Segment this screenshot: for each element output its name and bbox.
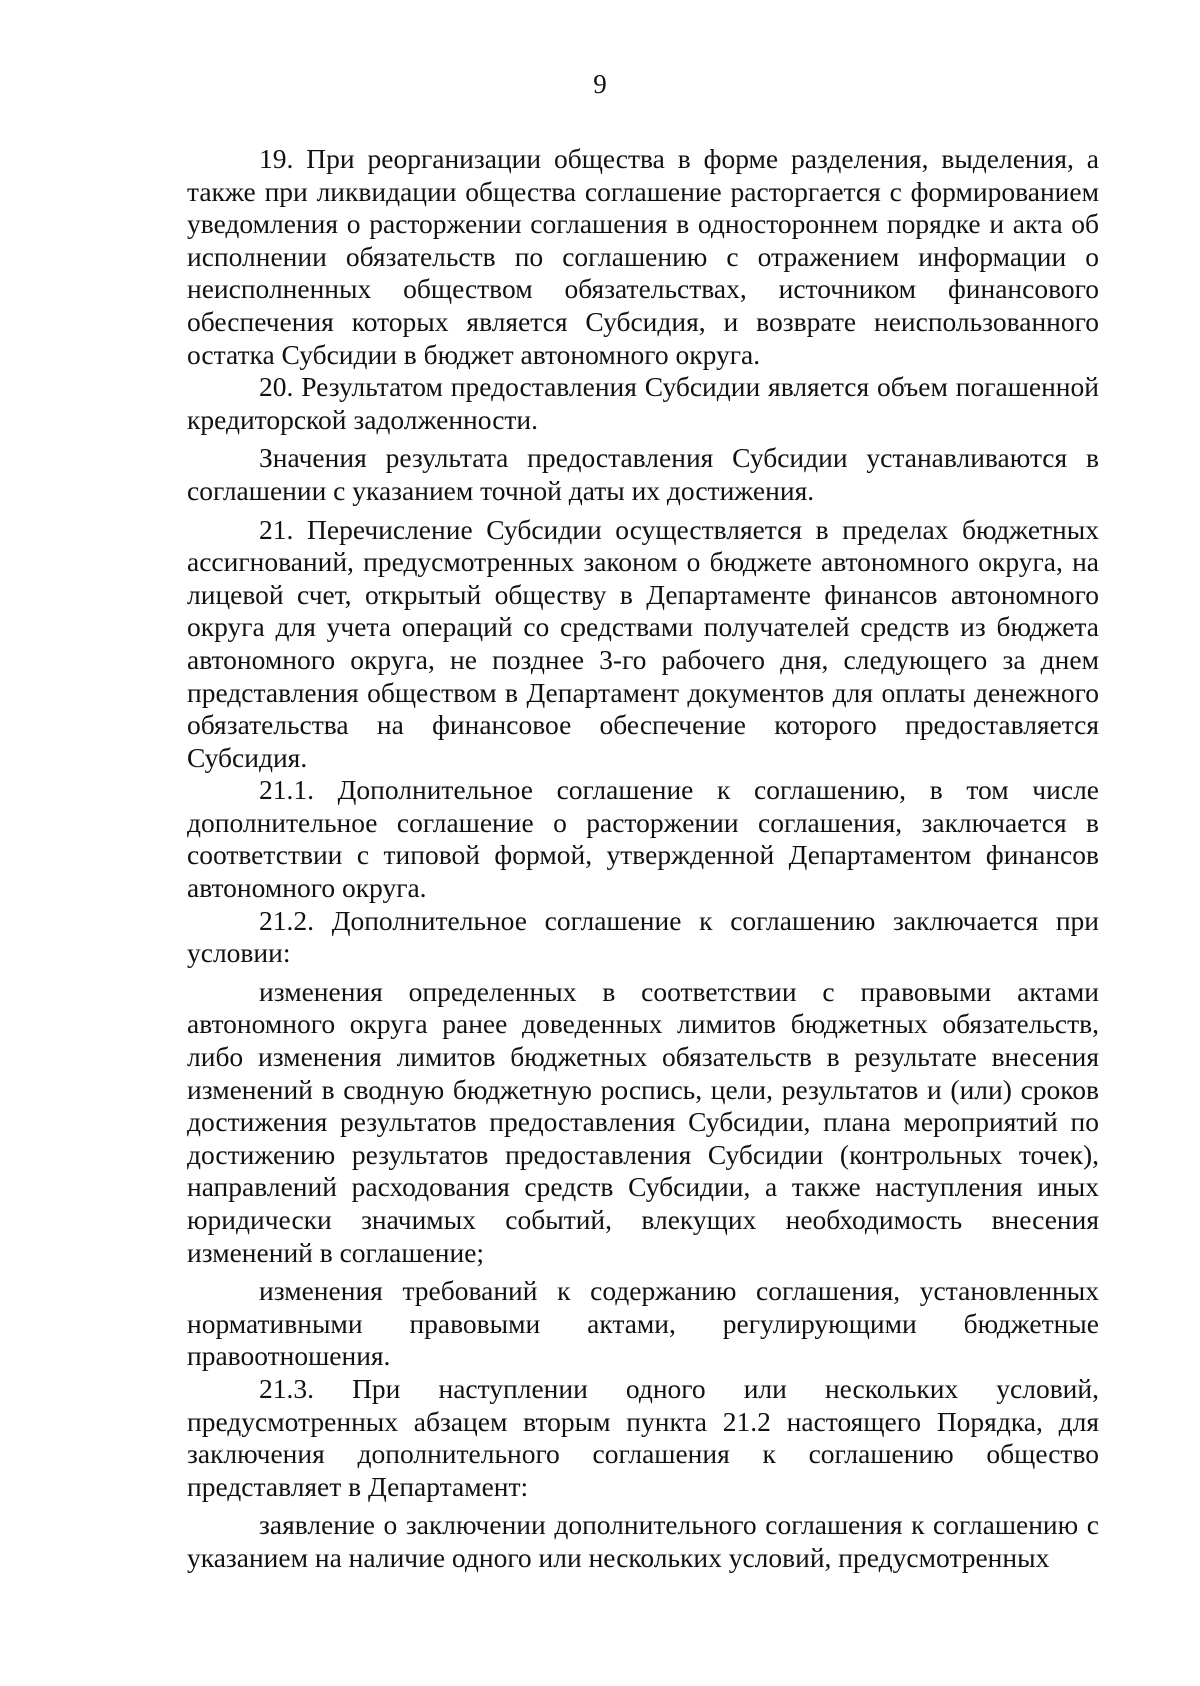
paragraph-21-2-condition-2: изменения требований к содержанию соглашения, установленных нормативными правовыми актами, регулирующими бюджетные правоотношения.	[187, 1275, 1099, 1372]
paragraph-21: 21. Перечисление Субсидии осуществляется в пределах бюджетных ассигнований, предусмотренных законом о бюджете автономного округа, на лицевой счет, открытый обществу в Департаменте финансов автономного округа для учета операций со средствами получателей средств из бюджета автономного округа, не позднее 3-го рабочего дня, следующего за днем представления обществом в Департамент документов для оплаты денежного обязательства на финансовое обеспечение которого предоставляется Субсидия.	[187, 513, 1099, 773]
paragraph-20-values: Значения результата предоставления Субсидии устанавливаются в соглашении с указанием точной даты их достижения.	[187, 442, 1099, 506]
paragraph-19: 19. При реорганизации общества в форме разделения, выделения, а также при ликвидации общества соглашение расторгается с формированием уведомления о расторжении соглашения в одностороннем порядке и акта об исполнении обязательств по соглашению с отражением информации о неисполненных обществом обязательствах, источником финансового обеспечения которых является Субсидия, и возврате неиспользованного остатка Субсидии в бюджет автономного округа.	[187, 143, 1099, 370]
paragraph-20: 20. Результатом предоставления Субсидии является объем погашенной кредиторской задолженности.	[187, 371, 1099, 435]
paragraph-21-3-application: заявление о заключении дополнительного соглашения к соглашению с указанием на наличие одного или нескольких условий, предусмотренных	[187, 1509, 1099, 1573]
paragraph-21-1: 21.1. Дополнительное соглашение к соглашению, в том числе дополнительное соглашение о расторжении соглашения, заключается в соответствии с типовой формой, утвержденной Департаментом финансов автономного округа.	[187, 774, 1099, 904]
paragraph-21-2: 21.2. Дополнительное соглашение к соглашению заключается при условии:	[187, 904, 1099, 969]
page-number: 9	[593, 69, 607, 99]
paragraph-21-3: 21.3. При наступлении одного или нескольких условий, предусмотренных абзацем вторым пункта 21.2 настоящего Порядка, для заключения дополнительного соглашения к соглашению общество представляет в Департамент:	[187, 1372, 1099, 1502]
paragraph-21-2-condition-1: изменения определенных в соответствии с правовыми актами автономного округа ранее доведенных лимитов бюджетных обязательств, либо изменения лимитов бюджетных обязательств в результате внесения изменений в сводную бюджетную роспись, цели, результатов и (или) сроков достижения результатов предоставления Субсидии, плана мероприятий по достижению результатов предоставления Субсидии (контрольных точек), направлений расходования средств Субсидии, а также наступления иных юридически значимых событий, влекущих необходимость внесения изменений в соглашение;	[187, 975, 1099, 1268]
document-body	[187, 143, 1099, 1575]
